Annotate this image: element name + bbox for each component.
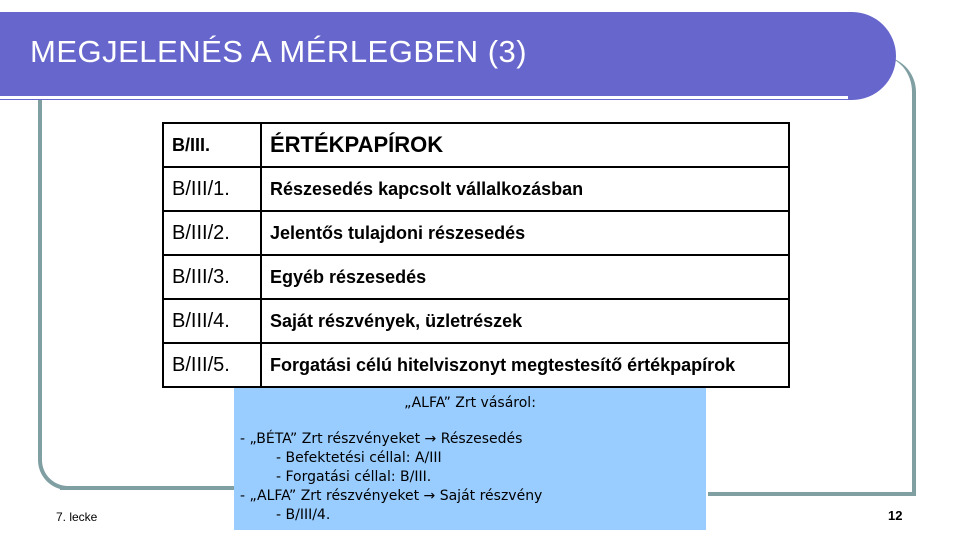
frame-right bbox=[870, 56, 916, 496]
table-row bbox=[163, 211, 789, 255]
note-line: - Befektetési céllal: A/III bbox=[276, 450, 442, 466]
table-header-row bbox=[163, 123, 789, 167]
note-line: - Forgatási céllal: B/III. bbox=[276, 469, 432, 485]
row-label: Jelentős tulajdoni részesedés bbox=[261, 211, 789, 255]
note-box bbox=[234, 388, 706, 530]
note-title: „ALFA” Zrt vásárol: bbox=[404, 395, 536, 411]
table-row bbox=[163, 255, 789, 299]
row-label: Egyéb részesedés bbox=[261, 255, 789, 299]
header-label: ÉRTÉKPAPÍROK bbox=[261, 123, 789, 167]
row-code: B/III/1. bbox=[163, 167, 261, 211]
frame-left bbox=[38, 100, 78, 490]
frame-bottom-right bbox=[708, 492, 916, 496]
row-label: Részesedés kapcsolt vállalkozásban bbox=[261, 167, 789, 211]
row-label: Saját részvények, üzletrészek bbox=[261, 299, 789, 343]
note-line: - „ALFA” Zrt részvényeket → Saját részvény bbox=[240, 488, 543, 504]
frame-bottom bbox=[60, 486, 240, 490]
note-line: - B/III/4. bbox=[276, 507, 331, 523]
row-code: B/III/4. bbox=[163, 299, 261, 343]
row-code: B/III/3. bbox=[163, 255, 261, 299]
page-number: 12 bbox=[888, 508, 903, 523]
balance-table bbox=[162, 122, 790, 388]
table-row bbox=[163, 343, 789, 387]
row-code: B/III/2. bbox=[163, 211, 261, 255]
note-line: - „BÉTA” Zrt részvényeket → Részesedés bbox=[240, 431, 523, 447]
row-code: B/III/5. bbox=[163, 343, 261, 387]
title-underline bbox=[0, 96, 848, 99]
slide-title: MEGJELENÉS A MÉRLEGBEN (3) bbox=[30, 34, 528, 69]
table-row bbox=[163, 299, 789, 343]
row-label: Forgatási célú hitelviszonyt megtestesítő értékpapírok bbox=[261, 343, 789, 387]
footer-lesson: 7. lecke bbox=[56, 510, 98, 524]
table-row bbox=[163, 167, 789, 211]
header-code: B/III. bbox=[163, 123, 261, 167]
